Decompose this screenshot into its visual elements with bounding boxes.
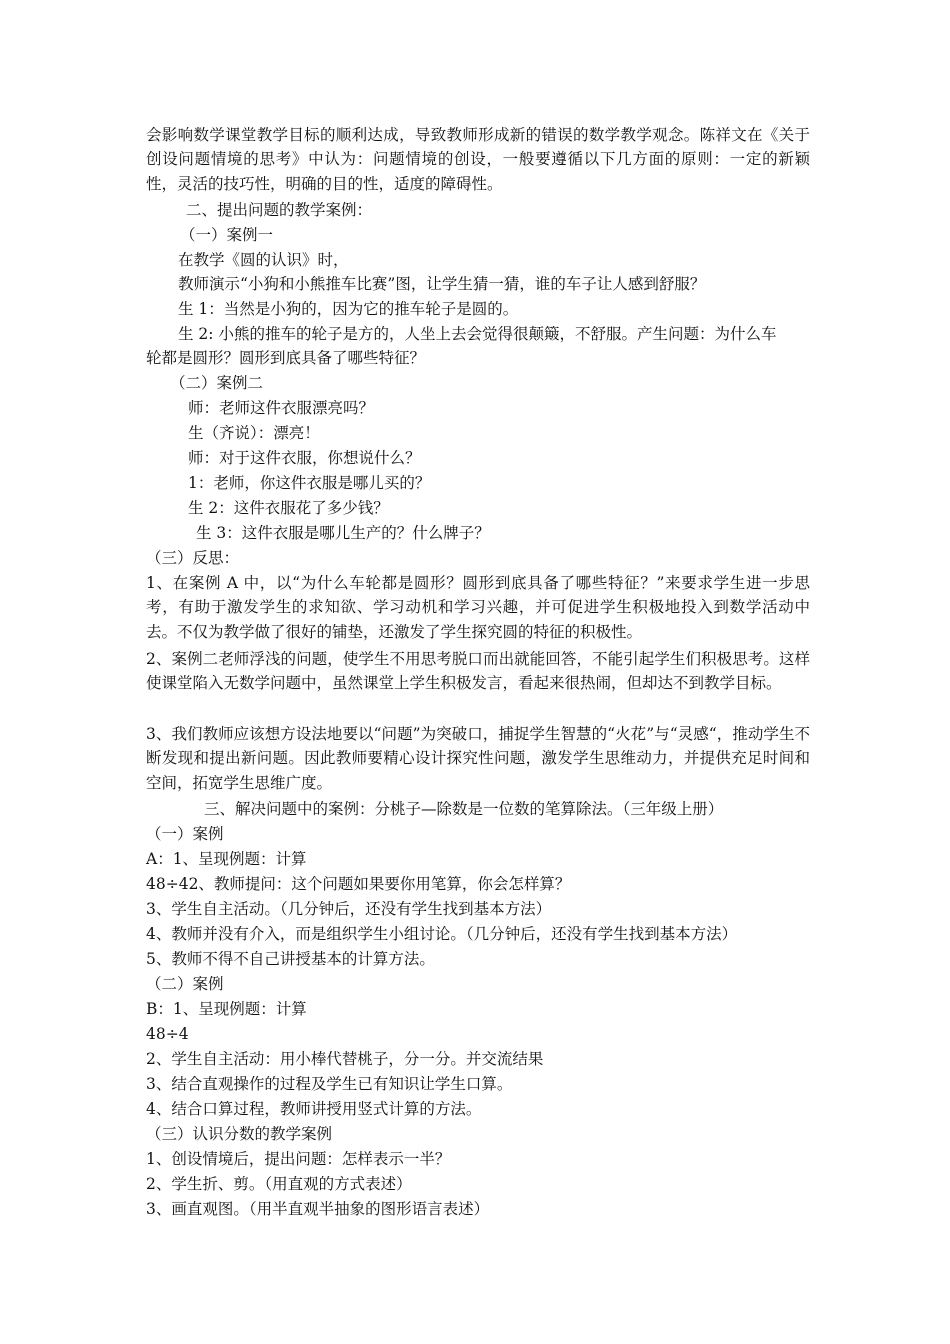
case-heading: （二）案例 <box>146 975 224 993</box>
reflection-paragraph: 3、我们教师应该想方设法地要以“问题”为突破口，捕捉学生智慧的“火花”与“灵感“，推动学生不断发现和提出新问题。因此教师要精心设计探究性问题，激发学生思维动力，并提供充足时间和空间，拓宽学生思维广度。 <box>146 725 810 792</box>
case1-heading: （一）案例一 <box>180 226 274 244</box>
case-line: 48÷42、教师提问：这个问题如果要你用笔算，你会怎样算？ <box>146 875 571 893</box>
case-line: B：1、呈现例题：计算 <box>146 1000 307 1018</box>
case2-line: 师：老师这件衣服漂亮吗？ <box>188 399 375 417</box>
case2-line: 师：对于这件衣服，你想说什么？ <box>188 449 421 467</box>
case2-heading: （二）案例二 <box>170 374 264 392</box>
section2-heading: 二、提出问题的教学案例： <box>186 201 373 219</box>
case1-line: 生 1：当然是小狗的，因为它的推车轮子是圆的。 <box>178 300 519 318</box>
case-line: 2、学生折、剪。（用直观的方式表述） <box>146 1175 412 1193</box>
case1-line: 生 2: 小熊的推车的轮子是方的，人坐上去会觉得很颠簸，不舒服。产生问题：为什么车 <box>178 325 777 343</box>
case1-line: 在教学《圆的认识》时， <box>178 251 349 269</box>
case-line: A：1、呈现例题：计算 <box>146 850 307 868</box>
case-line: 4、结合口算过程，教师讲授用竖式计算的方法。 <box>146 1100 482 1118</box>
case1-line: 教师演示“小狗和小熊推车比赛”图，让学生猜一猜，谁的车子让人感到舒服？ <box>178 275 706 293</box>
case2-line: 1：老师，你这件衣服是哪儿买的？ <box>188 474 431 492</box>
case-line: 2、学生自主活动：用小棒代替桃子，分一分。并交流结果 <box>146 1050 544 1068</box>
case-line: 4、教师并没有介入，而是组织学生小组讨论。（几分钟后，还没有学生找到基本方法） <box>146 925 738 943</box>
reflection-heading: （三）反思： <box>146 549 240 567</box>
case-heading: （一）案例 <box>146 825 224 843</box>
case2-line: 生 3：这件衣服是哪儿生产的？什么牌子？ <box>196 524 490 542</box>
case-line: 3、学生自主活动。（几分钟后，还没有学生找到基本方法） <box>146 900 552 918</box>
reflection-paragraph: 2、案例二老师浮浅的问题，使学生不用思考脱口而出就能回答，不能引起学生们积极思考。这样使课堂陷入无数学问题中，虽然课堂上学生积极发言，看起来很热闹，但却达不到教学目标。 <box>146 650 810 693</box>
case-line: 5、教师不得不自己讲授基本的计算方法。 <box>146 950 435 968</box>
case1-line: 轮都是圆形？圆形到底具备了哪些特征？ <box>146 349 426 367</box>
reflection-paragraph: 1、在案例 A 中，以“为什么车轮都是圆形？圆形到底具备了哪些特征？”来要求学生进一步思考，有助于激发学生的求知欲、学习动机和学习兴趣，并可促进学生积极地投入到数学活动中去。不仅为教学做了很好的铺垫，还激发了学生探究圆的特征的积极性。 <box>146 574 810 641</box>
case-line: 3、结合直观操作的过程及学生已有知识让学生口算。 <box>146 1075 513 1093</box>
case-line: 3、画直观图。（用半直观半抽象的图形语言表述） <box>146 1200 490 1218</box>
case-line: 48÷4 <box>146 1025 189 1043</box>
case-heading: （三）认识分数的教学案例 <box>146 1125 333 1143</box>
section3-heading: 三、解决问题中的案例：分桃子—除数是一位数的笔算除法。（三年级上册） <box>204 800 724 818</box>
case-line: 1、创设情境后，提出问题：怎样表示一半？ <box>146 1150 451 1168</box>
case2-line: 生（齐说）：漂亮！ <box>188 424 320 442</box>
intro-paragraph: 会影响数学课堂教学目标的顺利达成，导致教师形成新的错误的数学教学观念。陈祥文在《关于创设问题情境的思考》中认为：问题情境的创设，一般要遵循以下几方面的原则：一定的新颖性，灵活的技巧性，明确的目的性，适度的障碍性。 <box>146 126 810 193</box>
case2-line: 生 2：这件衣服花了多少钱？ <box>188 499 389 517</box>
